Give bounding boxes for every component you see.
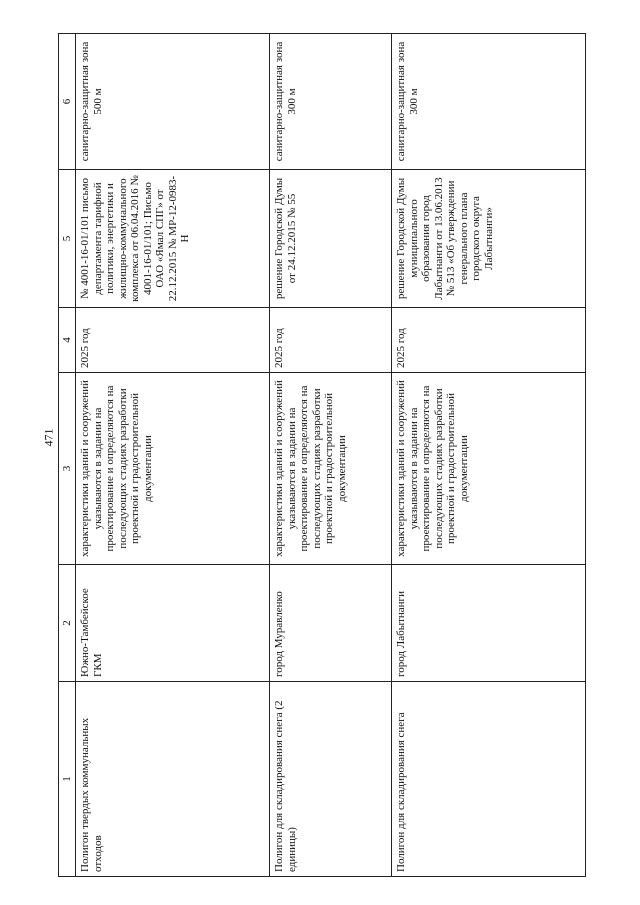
objects-table	[58, 33, 586, 877]
deadline-cell: 2025 год	[392, 308, 586, 373]
basis-document-cell: № 4001-16-01/101 письмо департамента тарифной политики, энергетики и жилищно-коммунального комплекса от 06.04.2016 № 4001-16-01/101; Письмо ОАО «Ямал СПГ» от 22.12.2015 № МР-12-0983-Н	[76, 170, 270, 308]
rotated-table-container	[58, 34, 586, 877]
column-header-4: 4	[59, 308, 76, 373]
characteristics-cell: характеристики зданий и сооружений указываются в задании на проектирование и определяются на последующих стадиях разработки проектной и градостроительной документации	[76, 373, 270, 565]
column-header-6: 6	[59, 34, 76, 170]
protection-zone-cell: санитарно-защитная зона 500 м	[76, 34, 270, 170]
basis-document-cell: решение Городской Думы муниципального образования город Лабытнанги от 13.06.2013 № 513 «Об утверждении генерального плана городского округа Лабытнанги»	[392, 170, 586, 308]
deadline-cell: 2025 год	[76, 308, 270, 373]
location-cell: город Муравленко	[270, 565, 392, 682]
column-header-2: 2	[59, 565, 76, 682]
column-header-5: 5	[59, 170, 76, 308]
header-row	[59, 34, 76, 877]
protection-zone-cell: санитарно-защитная зона 300 м	[392, 34, 586, 170]
object-name-cell: Полигон твердых коммунальных отходов	[76, 682, 270, 877]
characteristics-cell: характеристики зданий и сооружений указываются в задании на проектирование и определяются на последующих стадиях разработки проектной и градостроительной документации	[392, 373, 586, 565]
deadline-cell: 2025 год	[270, 308, 392, 373]
table-row	[270, 34, 392, 877]
object-name-cell: Полигон для складирования снега (2 единицы)	[270, 682, 392, 877]
location-cell: город Лабытнанги	[392, 565, 586, 682]
column-header-1: 1	[59, 682, 76, 877]
basis-document-cell: решение Городской Думы от 24.12.2015 № 55	[270, 170, 392, 308]
table-row	[392, 34, 586, 877]
location-cell: Южно-Тамбейское ГКМ	[76, 565, 270, 682]
characteristics-cell: характеристики зданий и сооружений указываются в задании на проектирование и определяются на последующих стадиях разработки проектной и градостроительной документации	[270, 373, 392, 565]
table-row	[76, 34, 270, 877]
page-number: 471	[41, 428, 56, 447]
column-header-3: 3	[59, 373, 76, 565]
object-name-cell: Полигон для складирования снега	[392, 682, 586, 877]
protection-zone-cell: санитарно-защитная зона 300 м	[270, 34, 392, 170]
